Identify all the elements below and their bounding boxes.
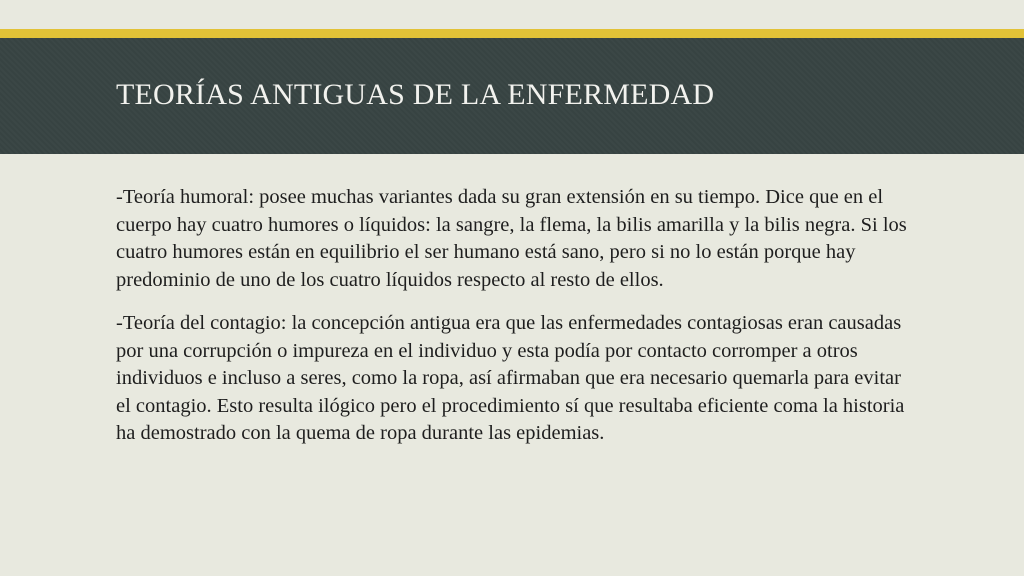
paragraph-humoral-theory: -Teoría humoral: posee muchas variantes dada su gran extensión en su tiempo. Dice que en el cuerpo hay cuatro humores o líquidos: la sangre, la flema, la bilis amarilla y la bilis negra. Si los cuatro humores están en equilibrio el ser humano está sano, pero si no lo están porque hay predominio de uno de los cuatro líquidos respecto al resto de ellos. [116,186,907,291]
paragraph-contagion-theory: -Teoría del contagio: la concepción antigua era que las enfermedades contagiosas eran causadas por una corrupción o impureza en el individuo y esta podía por contacto corromper a otros individuos e incluso a seres, como la ropa, así afirmaban que era necesario quemarla para evitar el contagio. Esto resulta ilógico pero el procedimiento sí que resultaba eficiente coma la historia ha demostrado con la quema de ropa durante las epidemias. [116,312,905,444]
slide-body [116,184,916,464]
accent-stripe [0,29,1024,38]
top-margin [0,0,1024,29]
slide-title: TEORÍAS ANTIGUAS DE LA ENFERMEDAD [116,78,715,111]
